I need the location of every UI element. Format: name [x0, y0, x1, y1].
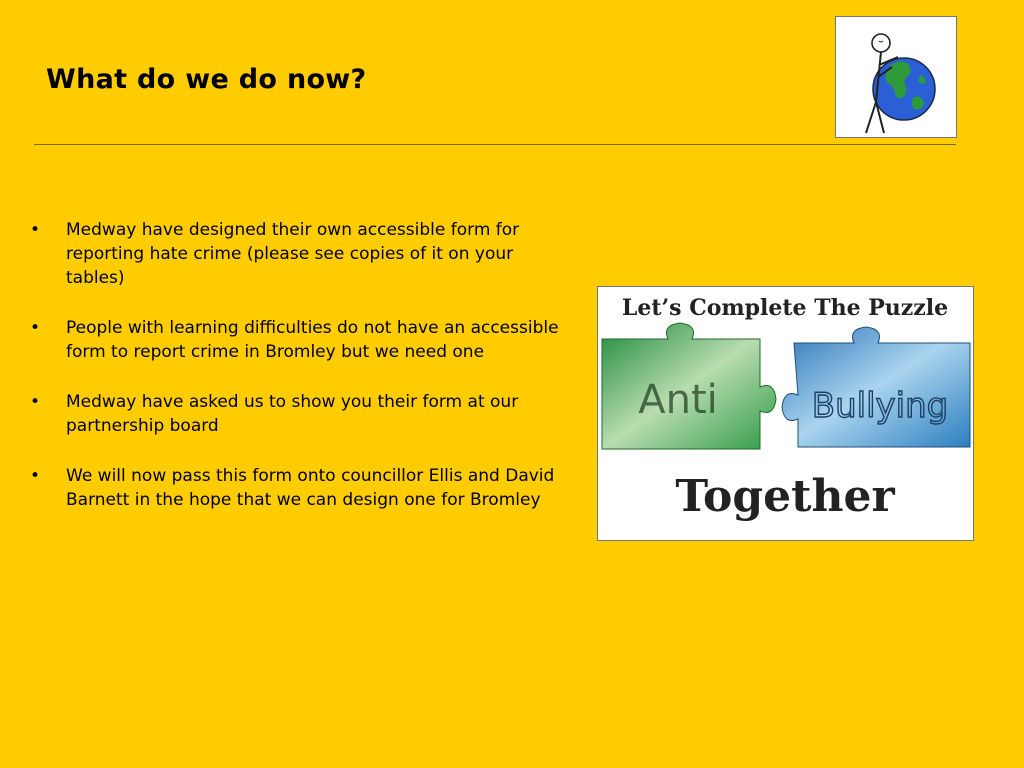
puzzle-heading: Let’s Complete The Puzzle — [621, 295, 949, 321]
bullet-marker: • — [30, 392, 41, 412]
bullet-item — [30, 464, 570, 512]
bullet-text: People with learning difficulties do not have an accessible form to report crime in Bromley but we need one — [66, 318, 559, 362]
bullet-item — [30, 390, 570, 438]
bullet-item — [30, 218, 570, 290]
stick-figure-holding-globe-icon — [836, 17, 956, 137]
puzzle-image — [597, 286, 974, 541]
puzzle-footer: Together — [675, 471, 895, 522]
right-piece-label: Bullying — [811, 386, 949, 426]
bullet-text: We will now pass this form onto councillor Ellis and David Barnett in the hope that we can design one for Bromley — [66, 466, 555, 510]
bullet-marker: • — [30, 318, 41, 338]
logo-image — [835, 16, 957, 138]
left-piece-label: Anti — [638, 377, 718, 423]
bullet-marker: • — [30, 466, 41, 486]
bullet-text: Medway have designed their own accessible form for reporting hate crime (please see copies of it on your tables) — [66, 220, 520, 288]
slide-title: What do we do now? — [46, 64, 367, 95]
bullet-item — [30, 316, 570, 364]
bullet-marker: • — [30, 220, 41, 240]
bullet-list — [30, 218, 570, 538]
bullet-text: Medway have asked us to show you their form at our partnership board — [66, 392, 519, 436]
anti-bullying-puzzle-graphic — [598, 287, 973, 540]
title-divider — [34, 144, 956, 145]
